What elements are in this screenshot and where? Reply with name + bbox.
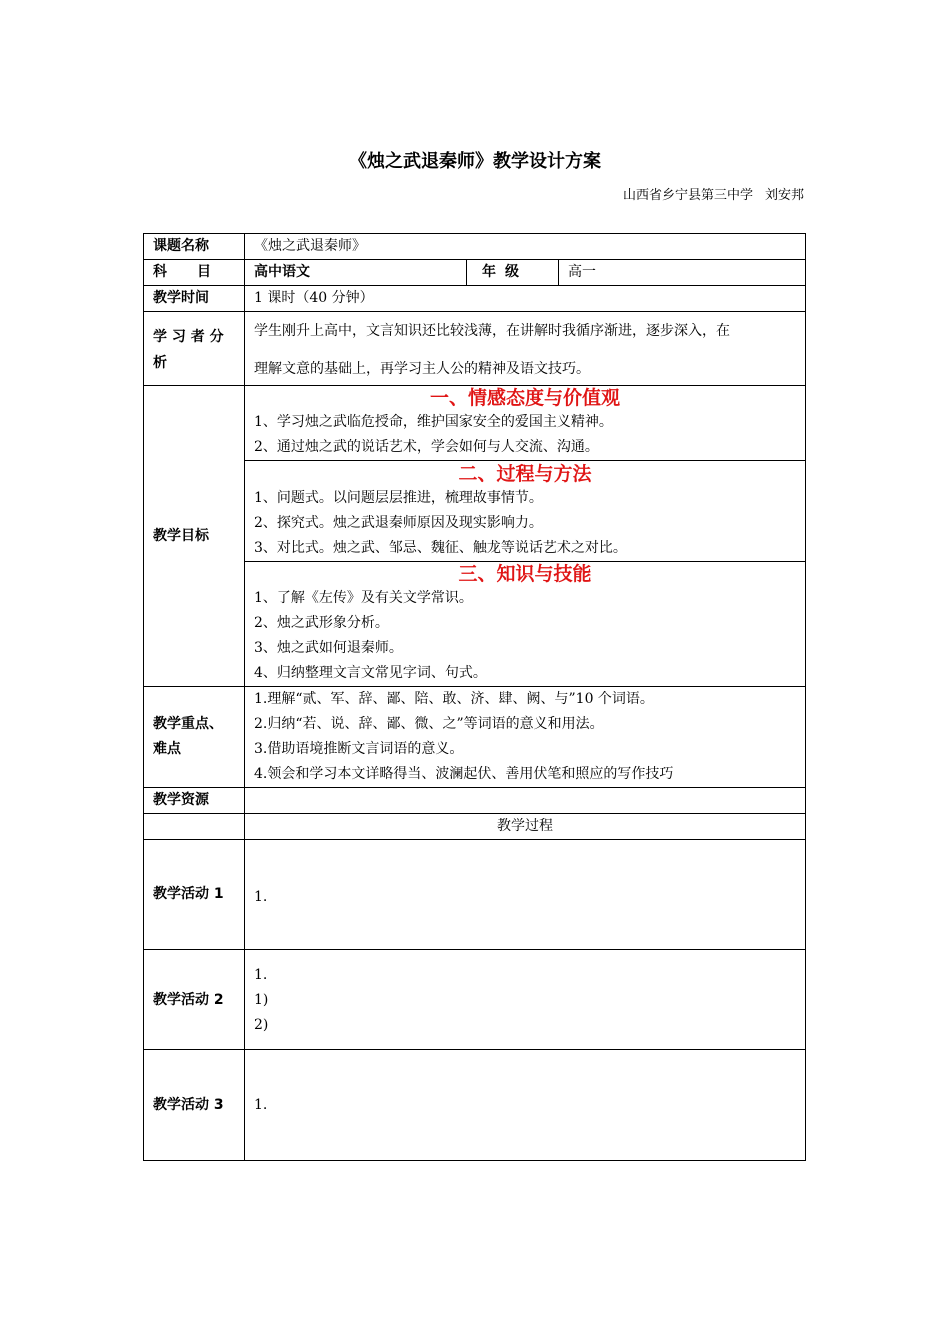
topic-value: 《烛之武退秦师》 [245, 234, 806, 260]
activity-3-line-1: 1. [254, 1097, 268, 1113]
objectives-section-2 [245, 461, 806, 562]
author-name: 刘安邦 [764, 188, 804, 203]
objectives-label: 教学目标 [144, 386, 245, 687]
learner-analysis-label-line-2: 析 [153, 354, 167, 371]
objectives-section-3-item-3: 3、烛之武如何退秦师。 [254, 640, 403, 656]
activity-3-label: 教学活动 3 [144, 1050, 245, 1161]
key-points-label-line-1: 教学重点、 [153, 716, 223, 732]
activity-1-label: 教学活动 1 [144, 840, 245, 950]
subject-value: 高中语文 [245, 260, 467, 286]
row-process-heading [144, 814, 806, 840]
row-activity-2 [144, 950, 806, 1050]
row-resources [144, 788, 806, 814]
teaching-plan-table [143, 233, 806, 1161]
row-learner-analysis [144, 312, 806, 386]
activity-2-label: 教学活动 2 [144, 950, 245, 1050]
grade-value: 高一 [559, 260, 806, 286]
objectives-section-2-heading: 二、过程与方法 [458, 462, 592, 485]
key-points-label-line-2: 难点 [153, 741, 181, 757]
time-label: 教学时间 [144, 286, 245, 312]
author-school: 山西省乡宁县第三中学 [622, 188, 753, 203]
row-topic [144, 234, 806, 260]
objectives-section-2-item-1: 1、问题式。以问题层层推进，梳理故事情节。 [254, 489, 543, 506]
activity-3-content [245, 1050, 806, 1161]
activity-2-line-3: 2) [254, 1016, 269, 1033]
activity-2-line-2: 1) [254, 991, 269, 1008]
key-points-label [144, 687, 245, 788]
key-point-item-3: 3.借助语境推断文言词语的意义。 [254, 741, 464, 757]
learner-analysis-text-line-2: 理解文意的基础上，再学习主人公的精神及语文技巧。 [254, 360, 590, 377]
document-title: 《烛之武退秦师》教学设计方案 [349, 151, 601, 172]
process-heading: 教学过程 [245, 814, 806, 840]
row-subject-grade [144, 260, 806, 286]
learner-analysis-label-line-1: 学 习 者 分 [153, 328, 224, 345]
resources-label: 教学资源 [144, 788, 245, 814]
row-activity-1 [144, 840, 806, 950]
objectives-section-3 [245, 562, 806, 687]
row-objectives-1 [144, 386, 806, 461]
activity-1-line-1: 1. [254, 889, 268, 905]
grade-label-char-2: 级 [505, 264, 519, 280]
row-time [144, 286, 806, 312]
objectives-section-1 [245, 386, 806, 461]
objectives-section-3-item-1: 1、了解《左传》及有关文学常识。 [254, 590, 473, 606]
time-value: 1 课时（40 分钟） [245, 286, 806, 312]
subject-label-char-1: 科 [153, 264, 167, 280]
resources-value [245, 788, 806, 814]
objectives-section-2-item-2: 2、探究式。烛之武退秦师原因及现实影响力。 [254, 514, 543, 531]
process-heading-blank [144, 814, 245, 840]
activity-2-line-1: 1. [254, 966, 268, 983]
grade-label [467, 260, 559, 286]
subject-label-char-2: 目 [197, 264, 211, 280]
key-points-list [245, 687, 806, 788]
learner-analysis-label [144, 312, 245, 386]
row-key-points [144, 687, 806, 788]
learner-analysis-text-line-1: 学生刚升上高中，文言知识还比较浅薄，在讲解时我循序渐进，逐步深入，在 [254, 322, 730, 339]
objectives-section-1-heading: 一、情感态度与价值观 [430, 387, 621, 409]
key-point-item-1: 1.理解“贰、军、辞、鄙、陪、敢、济、肆、阙、与”10 个词语。 [254, 691, 654, 707]
objectives-section-2-item-3: 3、对比式。烛之武、邹忌、魏征、触龙等说话艺术之对比。 [254, 539, 627, 556]
subject-label [144, 260, 245, 286]
row-activity-3 [144, 1050, 806, 1161]
learner-analysis-text [245, 312, 806, 386]
objectives-section-3-item-4: 4、归纳整理文言文常见字词、句式。 [254, 665, 487, 681]
document-author [623, 187, 804, 205]
activity-1-content [245, 840, 806, 950]
objectives-section-1-item-1: 1、学习烛之武临危授命，维护国家安全的爱国主义精神。 [254, 414, 613, 430]
topic-label: 课题名称 [144, 234, 245, 260]
objectives-section-3-item-2: 2、烛之武形象分析。 [254, 615, 389, 631]
objectives-section-1-item-2: 2、通过烛之武的说话艺术，学会如何与人交流、沟通。 [254, 439, 599, 455]
activity-2-content [245, 950, 806, 1050]
grade-label-char-1: 年 [482, 264, 496, 280]
objectives-section-3-heading: 三、知识与技能 [458, 563, 592, 585]
key-point-item-4: 4.领会和学习本文详略得当、波澜起伏、善用伏笔和照应的写作技巧 [254, 766, 674, 782]
key-point-item-2: 2.归纳“若、说、辞、鄙、微、之”等词语的意义和用法。 [254, 716, 604, 732]
